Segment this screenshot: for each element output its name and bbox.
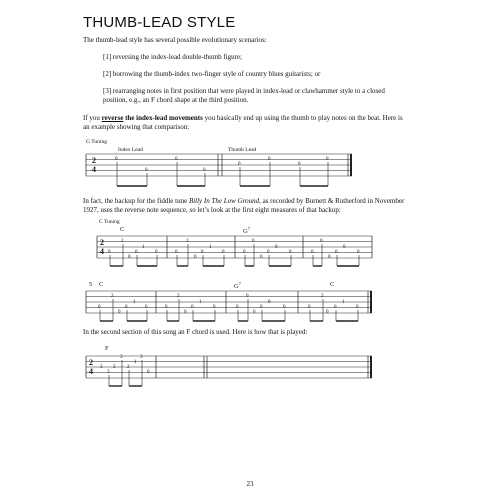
fret-number: 3 xyxy=(107,370,110,375)
fret-number: 3 xyxy=(113,365,116,370)
fret-number: 0 xyxy=(298,162,301,167)
fret-number: 3 xyxy=(140,355,143,360)
staff2-chord-c: C xyxy=(120,226,125,233)
reverse-post: you basically end up using the thumb to play notes on the beat. Here is an example showing that comparison: xyxy=(83,114,403,132)
fret-number: 2 xyxy=(121,239,124,244)
staff3-chord-c-2: C xyxy=(330,281,335,288)
fret-number: 0 xyxy=(203,168,206,173)
fret-number: 0 xyxy=(335,250,338,255)
fret-number: 0 xyxy=(175,157,178,162)
fret-number: 0 xyxy=(246,294,249,299)
fret-number: 1 xyxy=(199,300,202,305)
fret-number: 0 xyxy=(343,245,346,250)
list-item-1: [1] reversing the index-lead double-thumb figure; xyxy=(103,53,242,61)
fret-number: 0 xyxy=(356,305,359,310)
staff4-time-bottom: 4 xyxy=(89,367,93,376)
fret-number: 1 xyxy=(133,300,136,305)
fret-number: 2 xyxy=(186,239,189,244)
staff1-time-bottom: 4 xyxy=(92,165,96,174)
fret-number: 1 xyxy=(209,245,212,250)
fret-number: 0 xyxy=(115,157,118,162)
fret-number: 0 xyxy=(275,245,278,250)
fret-number: 0 xyxy=(125,305,128,310)
fret-number: 0 xyxy=(283,305,286,310)
fret-number: 0 xyxy=(128,255,131,260)
fret-number: 2 xyxy=(127,365,130,370)
fret-number: 0 xyxy=(222,250,225,255)
staff4-time-top: 2 xyxy=(89,358,93,367)
page-number: 23 xyxy=(246,480,254,488)
fret-number: 0 xyxy=(213,305,216,310)
fret-number: 0 xyxy=(201,250,204,255)
fret-number: 0 xyxy=(118,310,121,315)
fret-number: 0 xyxy=(334,305,337,310)
fret-number: 0 xyxy=(155,250,158,255)
fret-number: 0 xyxy=(184,310,187,315)
fret-number: 0 xyxy=(311,250,314,255)
fret-number: 0 xyxy=(145,305,148,310)
fret-number: 2 xyxy=(321,294,324,299)
intro-paragraph: The thumb-lead style has several possible evolutionary scenarios: xyxy=(83,36,267,44)
fret-number: 1 xyxy=(142,245,145,250)
fret-number: 0 xyxy=(267,250,270,255)
reverse-bold-2: the index-lead movements xyxy=(125,114,203,122)
fret-number: 0 xyxy=(252,239,255,244)
backup-post: , as recorded by Burnett & Rutherford in November 1927, uses the reverse note sequence, so let’s look at the first eight measures of that backup: xyxy=(83,197,405,215)
staff2-time-top: 2 xyxy=(100,238,104,247)
fret-number: 0 xyxy=(238,162,241,167)
fret-number: 0 xyxy=(236,305,239,310)
reverse-pre: If you xyxy=(83,114,102,122)
fret-number: 1 xyxy=(342,300,345,305)
page-heading: THUMB-LEAD STYLE xyxy=(83,14,236,31)
fret-number: 1 xyxy=(134,360,137,365)
list-item-3: [3] rearranging notes in first position that were played in index-lead or clawhammer style to a closed position, e.g., an F chord shape at the third position. xyxy=(103,87,385,105)
fret-number: 0 xyxy=(268,157,271,162)
fret-number: 0 xyxy=(326,157,329,162)
fret-number: 0 xyxy=(135,250,138,255)
fret-number: 0 xyxy=(326,310,329,315)
staff3-measure-number: 5 xyxy=(89,281,93,288)
fret-number: 2 xyxy=(177,294,180,299)
fret-number: 0 xyxy=(147,370,150,375)
staff1-tuning: G Tuning xyxy=(86,139,107,145)
fret-number: 2 xyxy=(111,294,114,299)
fret-number: 0 xyxy=(268,300,271,305)
backup-pre: In fact, the backup for the fiddle tune xyxy=(83,197,189,205)
staff1-time-top: 2 xyxy=(92,156,96,165)
list-item-2: [2] borrowing the thumb-index two-finger style of country blues guitarists; or xyxy=(103,70,321,78)
fret-number: 0 xyxy=(308,305,311,310)
fret-number: 0 xyxy=(253,310,256,315)
chord-sup: 7 xyxy=(238,281,241,286)
staff3-chord-c: C xyxy=(99,281,104,288)
fret-number: 0 xyxy=(108,250,111,255)
staff2-tuning: C Tuning xyxy=(99,219,120,225)
fret-number: 3 xyxy=(100,365,103,370)
staff4-notes xyxy=(100,355,150,386)
fret-number: 0 xyxy=(194,255,197,260)
chord-sup: 7 xyxy=(247,226,250,231)
tune-title: Billy In The Low Ground xyxy=(188,197,260,205)
staff1-label-thumb-lead: Thumb Lead xyxy=(228,147,257,153)
fret-number: 0 xyxy=(260,305,263,310)
fret-number: 0 xyxy=(98,305,101,310)
fret-number: 0 xyxy=(191,305,194,310)
fret-number: 3 xyxy=(120,355,123,360)
fret-number: 0 xyxy=(175,250,178,255)
staff2-time-bottom: 4 xyxy=(100,247,104,256)
staff1-label-index-lead: Index Lead xyxy=(118,147,143,153)
fret-number: 0 xyxy=(145,168,148,173)
fret-number: 0 xyxy=(243,250,246,255)
fret-number: 0 xyxy=(357,250,360,255)
fret-number: 0 xyxy=(328,255,331,260)
fchord-paragraph: In the second section of this song an F chord is used. Here is how that is played: xyxy=(83,328,308,336)
staff4-chord-f: F xyxy=(105,345,109,352)
fret-number: 0 xyxy=(289,250,292,255)
chord-root: G xyxy=(243,228,248,236)
fret-number: 0 xyxy=(320,239,323,244)
reverse-bold: reverse xyxy=(101,114,124,122)
chord-root: G xyxy=(234,283,239,291)
fret-number: 0 xyxy=(165,305,168,310)
fret-number: 0 xyxy=(260,255,263,260)
